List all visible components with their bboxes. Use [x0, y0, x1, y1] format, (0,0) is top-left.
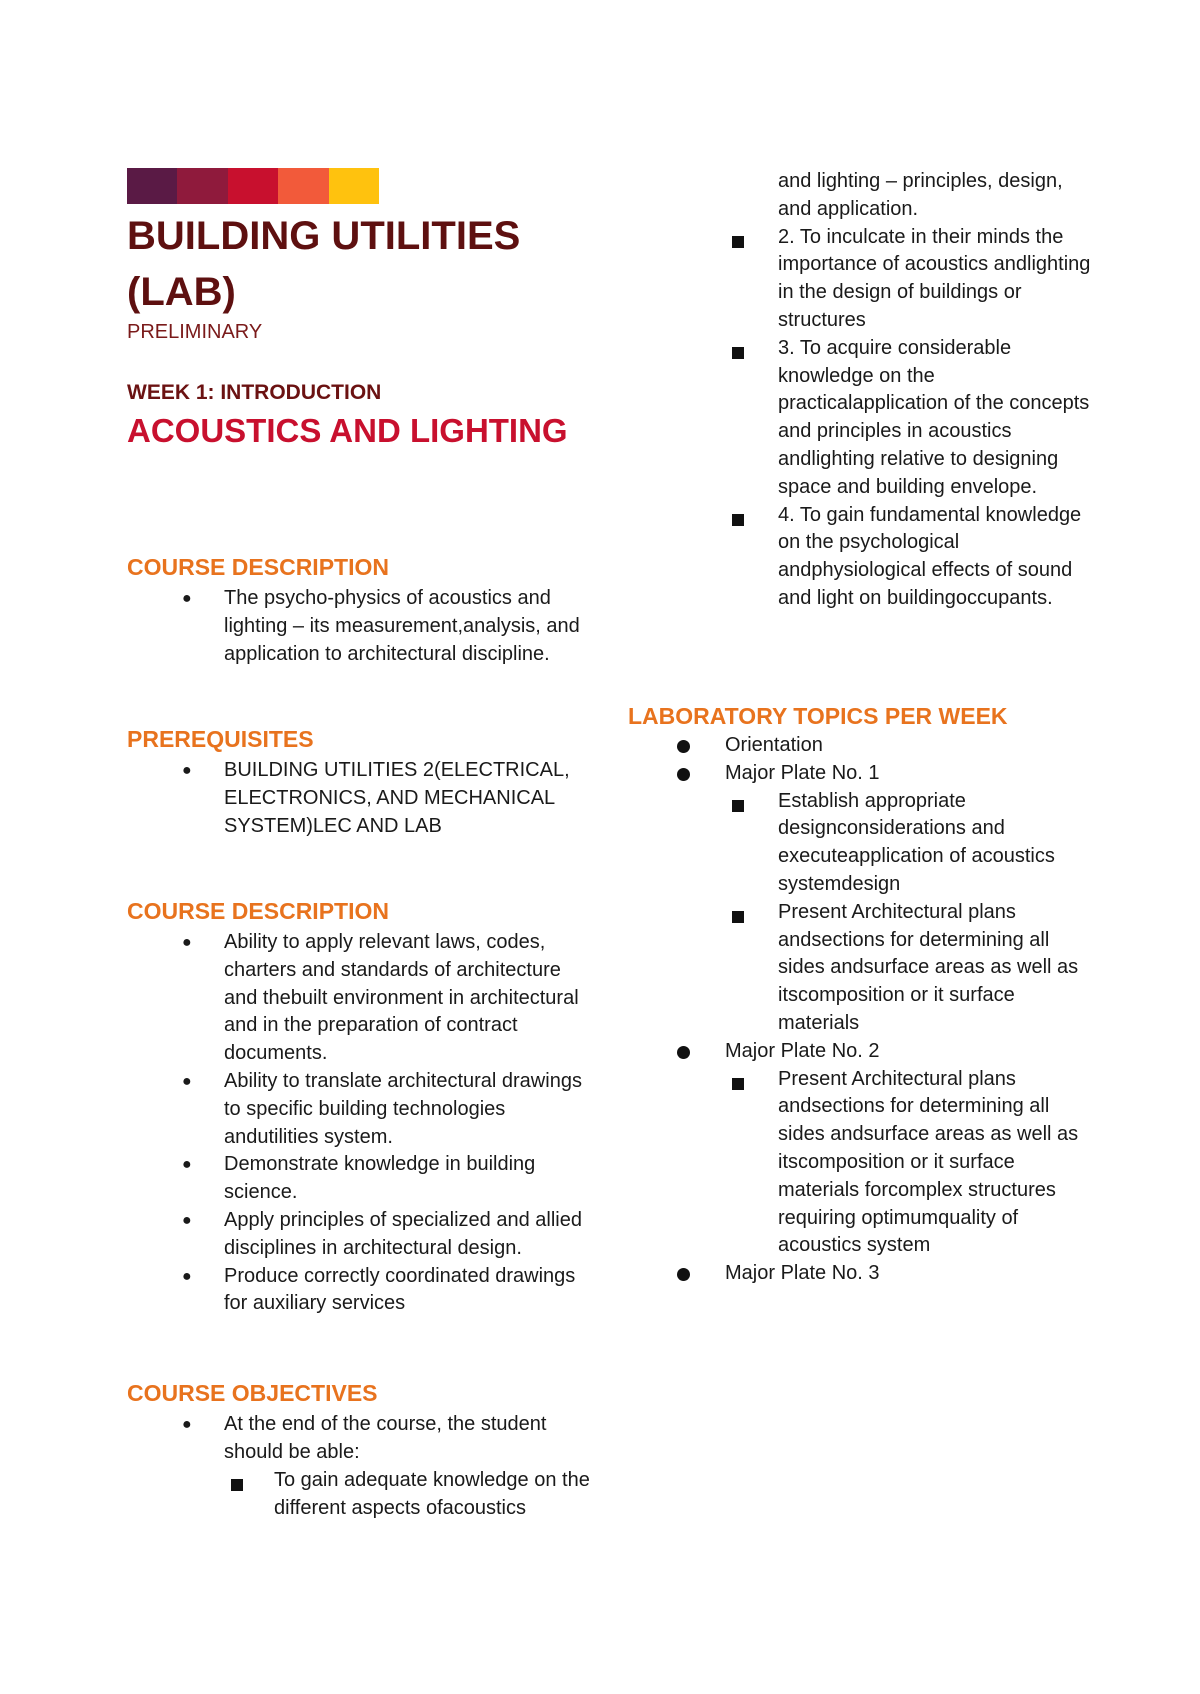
objective-text: 3. To acquire considerable knowledge on the practicalapplication of the concepts and principles in acoustics andlighting relative to designing space and building envelope. — [778, 336, 1090, 498]
list-item — [127, 1263, 597, 1319]
bullet-icon: ● — [182, 1267, 192, 1285]
bullet-icon: ● — [182, 762, 192, 779]
objective-text-part1: To gain adequate knowledge on the different aspects ofacoustics — [274, 1469, 590, 1519]
course-description-list — [127, 585, 597, 668]
lab-topic-item — [628, 760, 1098, 788]
bullet-icon: ● — [182, 590, 192, 607]
list-item — [127, 1411, 597, 1467]
lab-subtopic-item — [628, 899, 1098, 1038]
objective-text: 2. To inculcate in their minds the importance of acoustics andlighting in the design of buildings or structures — [778, 225, 1091, 331]
list-item — [127, 757, 597, 840]
bullet-icon: ● — [182, 1072, 192, 1090]
objective-text: 4. To gain fundamental knowledge on the psychological andphysiological effects of sound and light on buildingoccupants. — [778, 503, 1082, 609]
lab-topic-label: Orientation — [725, 734, 823, 756]
square-bullet-icon — [732, 1066, 744, 1094]
lab-subtopic-item — [628, 788, 1098, 899]
document-title: BUILDING UTILITIES (LAB) — [127, 214, 521, 314]
bullet-icon: ● — [182, 1211, 192, 1229]
color-swatch-1 — [127, 168, 177, 204]
objective-list-left — [127, 1467, 597, 1523]
objective-list-right — [628, 168, 1098, 613]
list-item-text: The psycho-physics of acoustics and lighting – its measurement,analysis, and application to architectural discipline. — [224, 587, 580, 665]
list-item — [127, 1151, 597, 1207]
color-swatch-2 — [177, 168, 227, 204]
lab-topics-list — [628, 732, 1098, 1288]
list-item-text: BUILDING UTILITIES 2(ELECTRICAL, ELECTRONICS, AND MECHANICAL SYSTEM)LEC AND LAB — [224, 759, 570, 837]
course-description-2-list — [127, 929, 597, 1318]
lab-subtopic-text: Present Architectural plans andsections for determining all sides andsurface areas as well as itscomposition or it surface materials forcomplex structures requiring optimumquality of acoustics system — [778, 1067, 1079, 1257]
list-item-text: Apply principles of specialized and allied disciplines in architectural design. — [224, 1208, 582, 1259]
square-bullet-icon — [732, 788, 744, 816]
list-item — [127, 585, 597, 668]
list-item — [127, 1068, 597, 1151]
section-heading-laboratory-topics: LABORATORY TOPICS PER WEEK — [628, 703, 1008, 729]
square-bullet-icon — [231, 1467, 243, 1495]
list-item — [127, 929, 597, 1068]
list-item-text: Ability to apply relevant laws, codes, charters and standards of architecture and thebuilt environment in architectural and in the preparation of contract documents. — [224, 931, 579, 1065]
square-bullet-icon — [732, 224, 744, 252]
color-swatch-5 — [329, 168, 379, 204]
objective-item — [127, 1467, 597, 1523]
lab-topic-label: Major Plate No. 1 — [725, 761, 880, 784]
section-heading-course-objectives: COURSE OBJECTIVES — [127, 1380, 378, 1406]
square-bullet-icon — [732, 502, 744, 530]
objective-item — [628, 224, 1098, 335]
bullet-icon — [677, 732, 690, 762]
topic-title: ACOUSTICS AND LIGHTING — [127, 412, 568, 449]
objective-item-continued — [628, 168, 1098, 224]
list-item-text: Demonstrate knowledge in building science. — [224, 1153, 536, 1204]
bullet-icon: ● — [182, 1156, 192, 1174]
square-bullet-icon — [732, 899, 744, 927]
color-swatch-3 — [228, 168, 278, 204]
document-subtitle: PRELIMINARY — [127, 321, 263, 343]
bullet-icon: ● — [182, 934, 192, 951]
list-item-text: Ability to translate architectural drawings to specific building technologies andutilities system. — [224, 1069, 582, 1148]
bullet-icon — [677, 760, 690, 790]
prerequisites-list — [127, 757, 597, 840]
course-objectives-list — [127, 1411, 597, 1467]
section-heading-course-description-2: COURSE DESCRIPTION — [127, 898, 389, 924]
list-item-text: Produce correctly coordinated drawings for auxiliary services — [224, 1264, 576, 1315]
lab-topic-label: Major Plate No. 3 — [725, 1262, 880, 1285]
lab-topic-item — [628, 732, 1098, 760]
color-bar — [127, 168, 379, 204]
objective-item — [628, 502, 1098, 613]
section-heading-prerequisites: PREREQUISITES — [127, 726, 314, 752]
bullet-icon: ● — [182, 1416, 192, 1433]
list-item-text: At the end of the course, the student should be able: — [224, 1413, 547, 1463]
week-label: WEEK 1: INTRODUCTION — [127, 381, 382, 404]
bullet-icon — [677, 1260, 690, 1290]
objective-item — [628, 335, 1098, 502]
section-heading-course-description: COURSE DESCRIPTION — [127, 554, 389, 580]
lab-topic-item — [628, 1260, 1098, 1288]
square-bullet-icon — [732, 335, 744, 363]
lab-subtopic-item — [628, 1066, 1098, 1261]
lab-subtopic-text: Present Architectural plans andsections for determining all sides andsurface areas as well as itscomposition or it surface materials — [778, 900, 1079, 1034]
objective-text-part2: and lighting – principles, design, and application. — [778, 170, 1063, 220]
list-item — [127, 1207, 597, 1263]
lab-topic-item — [628, 1038, 1098, 1066]
color-swatch-4 — [278, 168, 328, 204]
bullet-icon — [677, 1038, 690, 1068]
lab-topic-label: Major Plate No. 2 — [725, 1039, 880, 1062]
lab-subtopic-text: Establish appropriate designconsiderations and executeapplication of acoustics systemdesign — [778, 789, 1055, 895]
